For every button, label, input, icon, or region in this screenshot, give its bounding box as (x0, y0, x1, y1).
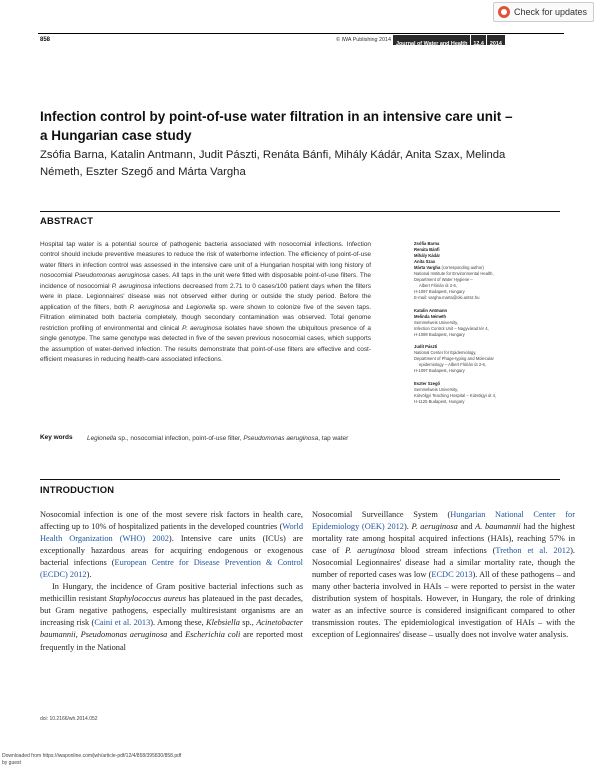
keywords: Legionella sp., nosocomial infection, point-of-use filter, Pseudomonas aeruginosa, tap water (87, 435, 349, 442)
divider (486, 35, 487, 45)
journal-volume: 12.4 (473, 41, 484, 47)
journal-name: Journal of Water and Health (396, 41, 468, 47)
header-rule (38, 33, 564, 34)
check-for-updates-button[interactable] (493, 2, 594, 22)
intro-right-column (312, 509, 575, 642)
page-number: 858 (40, 37, 51, 43)
journal-year: 2014 (489, 41, 502, 47)
affiliation-block: Zsófia Barna Renáta Bánfi Mihály Kádár Anita Szax Márta Vargha (corresponding author) National Institute for Environmental Health, Department of Water Hygiene – Albert Flórián út 2-6, H-1097 Budapest, Hungary E-mail: vargha.marta@oki.antsz.hu (414, 241, 494, 301)
abstract-text: Hospital tap water is a potential source of pathogenic bacteria associated with nosocomial infections. Infection control should include preventive measures to reduce the risk of waterborne infection. The efficiency of point-of-use water filters in infection control was assessed in the intensive care unit of a Hungarian hospital with long history of nosocomial Pseudomonas aeruginosa cases. All taps in the unit were fitted with disposable point-of-use filters. The incidence of nosocomial P. aeruginosa infections decreased from 2.71 to 0 cases/100 patient days when the filters were in place. Legionnaires' disease was not observed either during or outside the study period. Before the application of the filters, both P. aeruginosa and Legionella sp. were shown to colonize five of the seven taps. Filtration eliminated both bacteria completely, though secondary contamination was observed. Total genome restriction profiling of environmental and clinical P. aeruginosa isolates have shown the ubiquitous presence of a single genotype. The same genotype was detected in five of the seven previous nosocomial cases, which supports the assumption of water-derived infection. The results demonstrate that point-of-use filters are effective and cost-efficient measures in reducing health-care associated infections. (40, 241, 371, 363)
author-list: Zsófia Barna, Katalin Antmann, Judit Pászti, Renáta Bánfi, Mihály Kádár, Anita Szax, Melinda Németh, Eszter Szegő and Márta Vargha (40, 149, 506, 178)
section-rule (40, 211, 560, 212)
reference-link[interactable]: ECDC 2013 (431, 570, 473, 580)
paragraph: In Hungary, the incidence of Gram positive bacterial infections such as methicillin resistant Staphylococcus aureus has plateaued in the past decades, but Gram negative pathogens, especially multiresistant organisms are an increasing risk (Caini et al. 2013). Among these, Klebsiella sp., Acinetobacter baumannii, Pseudomonas aeruginosa and Escherichia coli are reported most frequently in the National (40, 582, 304, 652)
journal-bar (393, 35, 505, 45)
crossmark-icon (498, 6, 510, 18)
reference-link[interactable]: Trethon et al. 2012 (495, 546, 571, 556)
keywords-label: Key words (40, 434, 73, 441)
introduction-heading: INTRODUCTION (40, 484, 115, 495)
doi: doi: 10.2166/wh.2014.052 (40, 716, 98, 722)
divider (470, 35, 471, 45)
reference-link[interactable]: Hungarian National Center for Epidemiology (OEK) 2012 (312, 510, 575, 532)
affiliations (414, 241, 574, 411)
reference-link[interactable]: World Health Organization (WHO) 2002 (40, 522, 303, 544)
affiliation-block: Katalin Antmann Melinda Németh Semmelweis University, Infection Control Unit – Nagyvárad tér 4, H-1089 Budapest, Hungary (414, 307, 489, 337)
article-title: Infection control by point-of-use water filtration in an intensive care unit – a Hungarian case study (40, 109, 513, 143)
paragraph: Nosocomial Surveillance System (Hungarian National Center for Epidemiology (OEK) 2012). P. aeruginosa and A. baumannii had the highest mortality rate among hospital acquired infections (HAIs), reaching 57% in case of P. aeruginosa blood stream infections (Trethon et al. 2012). Nosocomial Legionnaires' disease had a similar mortality rate, though the number of reported cases was low (ECDC 2013). All of these pathogens – and many other bacteria involved in HAIs – were reported to persist in the water distribution system of hospitals. However, in Hungary, the role of drinking water as an infective source is considered insignificant compared to other transmission routes. The epidemiological investigation of HAIs – with the exception of Legionnaires' disease – usually does not involve water analysis. (312, 510, 575, 640)
journal-header (336, 35, 505, 45)
check-for-updates-label: Check for updates (513, 7, 587, 17)
abstract-heading: ABSTRACT (40, 215, 94, 226)
reference-link[interactable]: Caini et al. 2013 (94, 618, 151, 628)
reference-link[interactable]: European Centre for Disease Prevention & Control (ECDC) 2012 (40, 558, 303, 580)
affiliation-block: Judit Pászti National Center for Epidemiology, Department of Phage-typing and Molecular epidemiology – Albert Flórián út 2-6, H-1097 Budapest, Hungary (414, 344, 494, 374)
publisher: © IWA Publishing 2014 (336, 37, 392, 43)
paragraph: Nosocomial infection is one of the most severe risk factors in health care, affecting up to 10% of hospitalized patients in the developed countries (World Health Organization (WHO) 2002). Intensive care units (ICUs) are exceptionally hazardous areas for acquiring endogenous or exogenous bacterial infections (European Centre for Disease Prevention & Control (ECDC) 2012). (40, 510, 304, 580)
intro-left-column (40, 509, 303, 654)
affiliation-block: Eszter Szegő Semmelweis University, Kútvölgyi Teaching Hospital – Kútvölgyi út 4, H-1125 Budapest, Hungary (414, 380, 497, 404)
download-notice: Downloaded from https://iwaponline.com/jwh/article-pdf/12/4/858/395830/858.pdf by guest (2, 753, 182, 766)
section-rule (40, 479, 560, 480)
